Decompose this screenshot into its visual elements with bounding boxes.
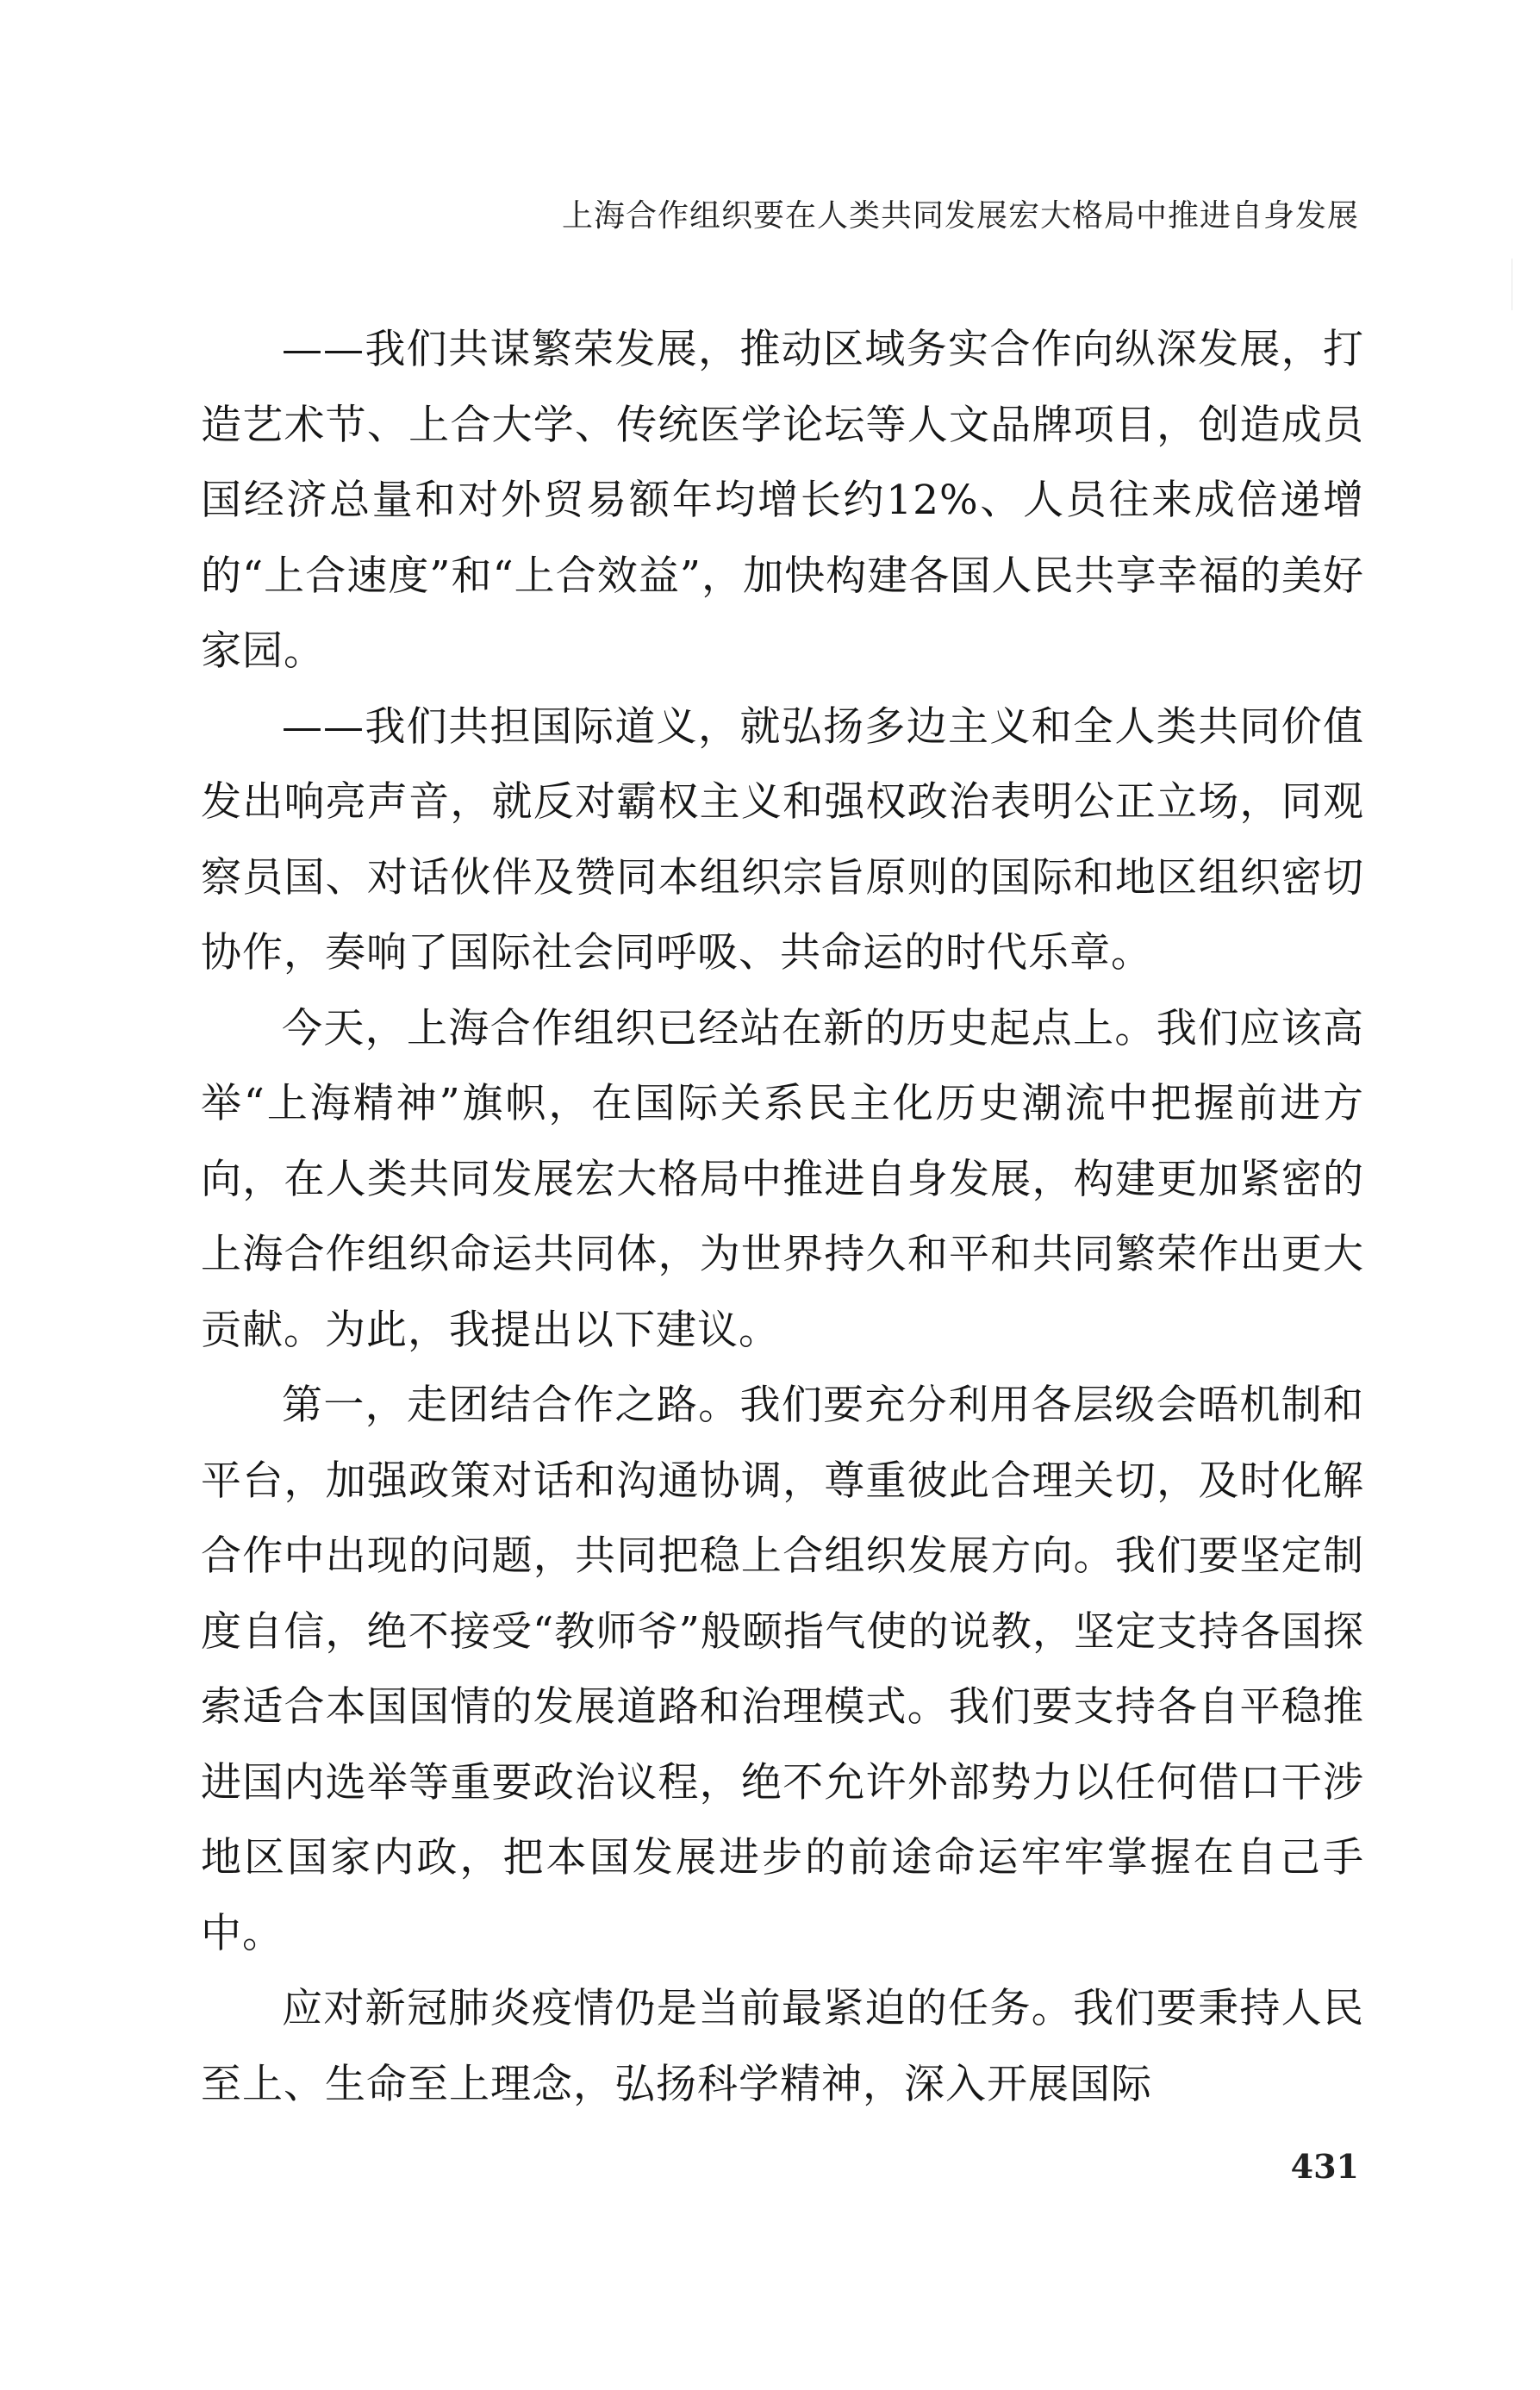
- paragraph: ——我们共谋繁荣发展，推动区域务实合作向纵深发展，打造艺术节、上合大学、传统医学论坛等人文品牌项目，创造成员国经济总量和对外贸易额年均增长约12%、人员往来成倍递增的“上合速度”和“上合效益”，加快构建各国人民共享幸福的美好家园。: [201, 326, 1364, 675]
- running-head: 上海合作组织要在人类共同发展宏大格局中推进自身发展: [561, 198, 1359, 234]
- paragraph: 应对新冠肺炎疫情仍是当前最紧迫的任务。我们要秉持人民至上、生命至上理念，弘扬科学精神，深入开展国际: [201, 1985, 1364, 2108]
- body-text: [201, 312, 1364, 2122]
- paragraph: 今天，上海合作组织已经站在新的历史起点上。我们应该高举“上海精神”旗帜，在国际关系民主化历史潮流中把握前进方向，在人类共同发展宏大格局中推进自身发展，构建更加紧密的上海合作组织命运共同体，为世界持久和平和共同繁荣作出更大贡献。为此，我提出以下建议。: [201, 1004, 1364, 1354]
- paragraph: 第一，走团结合作之路。我们要充分利用各层级会晤机制和平台，加强政策对话和沟通协调，尊重彼此合理关切，及时化解合作中出现的问题，共同把稳上合组织发展方向。我们要坚定制度自信，绝不接受“教师爷”般颐指气使的说教，坚定支持各国探索适合本国国情的发展道路和治理模式。我们要支持各自平稳推进国内选举等重要政治议程，绝不允许外部势力以任何借口干涉地区国家内政，把本国发展进步的前途命运牢牢掌握在自己手中。: [201, 1382, 1364, 1957]
- paragraph: ——我们共担国际道义，就弘扬多边主义和全人类共同价值发出响亮声音，就反对霸权主义和强权政治表明公正立场，同观察员国、对话伙伴及赞同本组织宗旨原则的国际和地区组织密切协作，奏响了国际社会同呼吸、共命运的时代乐章。: [201, 702, 1364, 977]
- page-number: 431: [1290, 2147, 1359, 2186]
